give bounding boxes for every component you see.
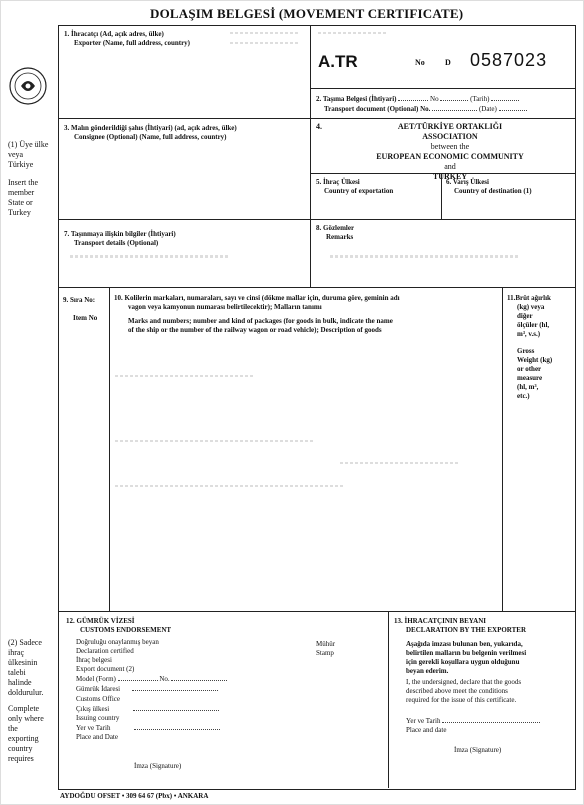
- box12-signature: İmza (Signature): [134, 762, 182, 770]
- divider: [58, 219, 575, 220]
- box13-exporter-declaration: [394, 617, 526, 635]
- box7-label-tr: 7. Taşınmaya ilişkin bilgiler (İhtiyari): [64, 230, 176, 238]
- box13-line: Aşağıda imzası bulunan ben, yukarıda,: [406, 640, 523, 648]
- box11-line: m³, v.s.): [517, 330, 541, 338]
- background-print: [70, 255, 230, 258]
- background-print: [318, 32, 388, 34]
- box12-field-label: Model (Form): [76, 675, 116, 684]
- box12-field-label: Yer ve Tarih: [76, 723, 111, 732]
- box10-line: vagon veya kamyonun numarası belirtilecektir); Malların tanımı: [128, 303, 322, 311]
- box4-line: between the: [430, 142, 470, 151]
- divider: [58, 287, 575, 288]
- divider: [109, 287, 110, 611]
- atr-number: 0587023: [470, 50, 548, 70]
- box9-label-en: Item No: [73, 314, 98, 322]
- background-print: [115, 440, 315, 442]
- box4-line: EUROPEAN ECONOMIC COMMUNITY: [376, 152, 524, 161]
- box12-stamp-tr: Mühür: [316, 640, 336, 648]
- side-note-line: State or: [8, 198, 33, 207]
- box12-fields: [76, 638, 227, 742]
- side-note-line: Insert the: [8, 178, 38, 187]
- box10-line: 10. Kolilerin markaları, numaraları, sayı ve cinsi (dökme mallar için, duruma göre, geminin adı: [114, 294, 400, 302]
- side-note-line: talebi: [8, 668, 26, 677]
- box13-line: described above meet the conditions: [406, 687, 508, 695]
- box12-field-label: Customs Office: [76, 694, 121, 703]
- box4-line: and: [444, 162, 456, 171]
- box11-line: Gross: [517, 347, 535, 355]
- box9-label-tr: 9. Sıra No:: [63, 296, 96, 304]
- side-note-line: the: [8, 724, 18, 733]
- side-note-1: [8, 140, 52, 218]
- divider: [310, 88, 575, 89]
- box3-label-en: Consignee (Optional) (Name, full address, country): [74, 133, 227, 141]
- box13-place-tr: Yer ve Tarih: [406, 717, 441, 725]
- background-print: [230, 42, 300, 44]
- box12-title-tr: 12. GÜMRÜK VİZESİ: [66, 617, 135, 625]
- side-note-line: (2) Sadece: [8, 638, 42, 647]
- box4-association: [330, 122, 570, 182]
- box2-label-tr: 2. Taşıma Belgesi (İhtiyari): [316, 95, 397, 103]
- side-note-line: (1) Üye ülke: [8, 140, 49, 149]
- box2-date-label-en: (Date): [478, 105, 497, 113]
- box12-field-label: Issuing country: [76, 713, 120, 722]
- side-note-line: country: [8, 744, 33, 753]
- side-note-line: ihraç: [8, 648, 24, 657]
- box12-no-label: No.: [159, 675, 170, 684]
- box1-label-tr: 1. İhracatçı (Ad, açık adres, ülke): [64, 30, 164, 38]
- box13-declaration-en: [406, 678, 521, 705]
- background-print: [115, 375, 255, 377]
- side-note-line: halinde: [8, 678, 32, 687]
- box10-line: of the ship or the number of the railway wagon or road vehicle); Description of goods: [128, 326, 382, 334]
- box1-exporter: [64, 30, 190, 48]
- box7-transport-details: [64, 230, 176, 248]
- atr-code: A.TR: [318, 52, 358, 71]
- atr-no-label: No: [415, 58, 425, 67]
- box11-line: measure: [517, 374, 543, 382]
- side-note-line: only where: [8, 714, 44, 723]
- background-print: [330, 255, 520, 258]
- box12-stamp: [316, 640, 335, 658]
- box5-label-tr: 5. İhraç Ülkesi: [316, 178, 360, 186]
- association-seal-logo: [8, 66, 48, 106]
- box12-field-label: Çıkış ülkesi: [76, 704, 110, 713]
- box6-label-tr: 6. Varış Ülkesi: [446, 178, 489, 186]
- box2-date-label-tr: (Tarih): [470, 95, 490, 103]
- box12-field-label: Declaration certified: [76, 647, 134, 656]
- box11-line: or other: [517, 365, 542, 373]
- box9-item-no: [63, 296, 97, 323]
- box11-line: 11.Brüt ağırlık: [507, 294, 551, 302]
- background-print: [115, 485, 345, 487]
- side-note-line: veya: [8, 150, 24, 159]
- box6-label-en: Country of destination (1): [454, 187, 532, 195]
- side-note-line: Complete: [8, 704, 40, 713]
- box2-no-label: No: [430, 95, 439, 103]
- document-title: DOLAŞIM BELGESİ (MOVEMENT CERTIFICATE): [150, 6, 464, 21]
- box12-title-en: CUSTOMS ENDORSEMENT: [80, 626, 172, 634]
- side-note-2: [8, 638, 52, 764]
- box13-place-en: Place and date: [406, 726, 447, 734]
- box6-country-of-destination: [446, 178, 532, 196]
- box13-line: belirtilen malların bu belgenin verilmesi: [406, 649, 527, 657]
- box7-label-en: Transport details (Optional): [74, 239, 159, 247]
- divider: [310, 25, 311, 287]
- side-note-line: ülkesinin: [8, 658, 38, 667]
- box3-label-tr: 3. Malın gönderildiği şahıs (İhtiyari) (ad, açık adres, ülke): [64, 124, 237, 132]
- box1-label-en: Exporter (Name, full address, country): [74, 39, 191, 47]
- box13-line: I, the undersigned, declare that the goods: [406, 678, 522, 686]
- box11-line: (hl, m³,: [517, 383, 539, 391]
- box12-field-label: Place and Date: [76, 732, 118, 741]
- box11-line: diğer: [517, 312, 533, 320]
- box12-field-label: Doğruluğu onaylanmış beyan: [76, 638, 159, 646]
- divider: [502, 287, 503, 611]
- background-print: [230, 32, 300, 34]
- box8-label-en: Remarks: [326, 233, 354, 241]
- atr-series: D: [445, 58, 451, 67]
- box11-line: (kg) veya: [517, 303, 545, 311]
- box4-line: ASSOCIATION: [422, 132, 478, 141]
- box13-line: beyan ederim.: [406, 667, 449, 675]
- box11-gross-weight: [507, 294, 571, 401]
- box13-title-en: DECLARATION BY THE EXPORTER: [406, 626, 527, 634]
- box13-signature: İmza (Signature): [454, 746, 502, 754]
- box13-line: için gerekli koşullara uygun olduğunu: [406, 658, 520, 666]
- box11-line: Weight (kg): [517, 356, 553, 364]
- box5-label-en: Country of exportation: [324, 187, 394, 195]
- background-print: [340, 462, 460, 464]
- box13-place-date: [406, 716, 540, 735]
- box4-line: AET/TÜRKİYE ORTAKLIĞI: [397, 122, 503, 131]
- box12-customs-endorsement: [66, 617, 171, 635]
- box4-line: TURKEY: [432, 172, 468, 181]
- box12-field-label: Export document (2): [76, 665, 135, 674]
- box11-line: ölçüler (hl,: [517, 321, 550, 329]
- printer-footer: AYDOĞDU OFSET • 309 64 67 (Pbx) • ANKARA: [60, 792, 209, 800]
- box3-consignee: [64, 124, 237, 142]
- box10-line: Marks and numbers; number and kind of packages (for goods in bulk, indicate the name: [128, 317, 393, 325]
- side-note-line: requires: [8, 754, 34, 763]
- box2-transport-document: [316, 94, 527, 114]
- box13-line: required for the issue of this certificate.: [406, 696, 517, 704]
- box12-field-label: İhraç belgesi: [76, 656, 112, 665]
- side-note-line: exporting: [8, 734, 39, 743]
- side-note-line: member: [8, 188, 35, 197]
- divider: [58, 118, 575, 119]
- box13-declaration-tr: [406, 640, 526, 676]
- side-note-line: doldurulur.: [8, 688, 44, 697]
- divider: [388, 611, 389, 788]
- box4-number: 4.: [316, 122, 322, 131]
- divider: [58, 611, 575, 612]
- box5-country-of-exportation: [316, 178, 393, 196]
- box8-label-tr: 8. Gözlemler: [316, 224, 355, 232]
- side-note-line: Türkiye: [8, 160, 34, 169]
- box2-label-en: Transport document (Optional) No.: [324, 105, 431, 113]
- box13-title-tr: 13. İHRACATÇININ BEYANI: [394, 617, 486, 625]
- box10-marks-and-numbers: [114, 294, 500, 335]
- box11-line: etc.): [517, 392, 530, 400]
- box12-stamp-en: Stamp: [316, 649, 334, 657]
- box8-remarks: [316, 224, 354, 242]
- side-note-line: Turkey: [8, 208, 31, 217]
- box12-field-label: Gümrük İdaresi: [76, 685, 121, 694]
